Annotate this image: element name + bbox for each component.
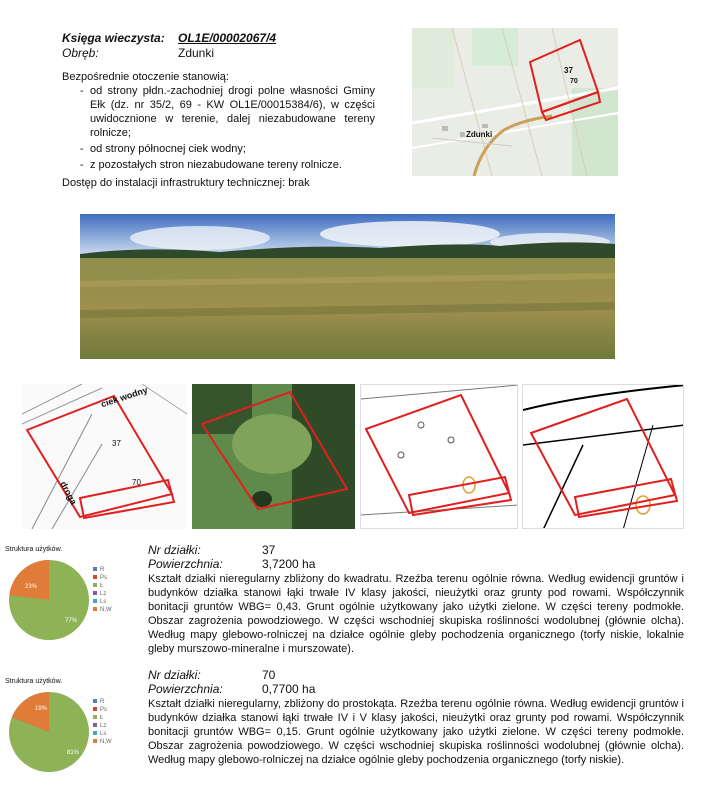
parcel-nr-label: Nr działki: [148,543,201,557]
orthophoto-map [192,384,355,529]
cadastral-map-parcel-70: 70 [132,478,141,487]
soil-map [360,384,518,529]
field-photo [80,214,615,359]
parcel-area-value: 3,7200 ha [262,557,316,571]
land-use-chart-70 [5,678,120,778]
parcel-nr-value: 37 [262,543,276,557]
legend-item: Ls [93,730,112,738]
parcel-nr-value: 70 [262,668,276,682]
legend-item: Ps [93,574,112,582]
cadastral-map-stream-label: ciek wodny [99,384,149,410]
pie-label-green: 81% [67,750,80,756]
legend-item: N,W [93,738,112,746]
soil-map-drawing [361,385,518,529]
legend-item: Ps [93,706,112,714]
surroundings-list [80,84,375,172]
soil-agri-map-drawing [523,385,684,529]
surroundings-item: - z pozostałych stron niezabudowane tereny rolnicze. [80,158,375,172]
chart-title: Struktura użytków. [5,678,63,685]
soil-agri-map [522,384,684,529]
chart-legend [93,566,112,614]
pie-label-green: 77% [65,618,78,624]
parcel-area-label: Powierzchnia: [148,557,223,571]
obreb-label: Obręb: [62,46,99,60]
obreb-value: Zdunki [178,46,215,60]
chart-legend [93,698,112,746]
field-photo-drawing [80,214,615,359]
orthophoto-map-drawing [192,384,355,529]
cadastral-map [22,384,187,529]
parcel-area-value: 0,7700 ha [262,682,316,696]
location-map-drawing [412,28,618,176]
surroundings-title: Bezpośrednie otoczenie stanowią: [62,71,229,83]
legend-item: Ł [93,582,112,590]
legend-item: Lz [93,722,112,730]
chart-title: Struktura użytków. [5,546,63,553]
legend-item: Ł [93,714,112,722]
surroundings-item: - od strony północnej ciek wodny; [80,142,375,156]
parcel-nr-label: Nr działki: [148,668,201,682]
infrastructure-text: Dostęp do instalacji infrastruktury technicznej: brak [62,177,310,189]
location-map-village: Zdunki [466,130,493,139]
location-map-parcel-70: 70 [570,78,578,85]
pie-label-orange: 23% [25,584,38,590]
legend-item: Lz [93,590,112,598]
pie-chart [7,558,91,642]
cadastral-map-parcel-37: 37 [112,439,121,448]
location-map-parcel-37: 37 [564,66,573,75]
pie-chart [7,690,91,774]
kw-label: Księga wieczysta: [62,31,165,45]
surroundings-item: - od strony płdn.-zachodniej drogi polne własności Gminy Ełk (dz. nr 35/2, 69 - KW OL1E/00015384/6), w części uwidocznione w terenie, dalej niezabudowane tereny rolnicze; [80,84,375,140]
pie-label-orange: 19% [35,706,48,712]
parcel-description: Kształt działki nieregularny zbliżony do kwadratu. Rzeźba terenu ogólnie równa. Według ewidencji gruntów i budynków działka stanowi łąki trwałe IV klasy jakości, nieużytki oraz grunty pod rowami. Współczynnik bonitacji gruntów WBG= 0,43. Grunt ogólnie użytkowany jako użytki zielone. W części tereny podmokłe. Obszar zagrożenia powodziowego. W części wschodniej skupiska roślinności wodolubnej (głównie olcha). Według mapy glebowo-rolniczej na działce ogólnie gleby pochodzenia organicznego (torfy niskie, lokalnie gleby murszowo-mineralne i murszowate). [148,573,684,655]
cadastral-map-road-label: droga [58,479,79,507]
land-use-chart-37 [5,546,120,646]
legend-item: N,W [93,606,112,614]
kw-value: OL1E/00002067/4 [178,31,277,45]
parcel-description: Kształt działki nieregularny, zbliżony do prostokąta. Rzeźba terenu ogólnie równa. Według ewidencji gruntów i budynków działka stanowi łąki trwałe IV i V klasy jakości, nieużytki oraz grunty pod rowami. Współczynnik bonitacji gruntów WBG= 0,15. Grunt ogólnie użytkowany jako użytki zielone. W części tereny podmokłe. Obszar zagrożenia powodziowego. W części wschodniej skupiska roślinności wodolubnej (głównie olcha). Według mapy glebowo-rolniczej na działce ogólnie gleby pochodzenia organicznego (torfy niskie). [148,698,684,766]
parcel-area-label: Powierzchnia: [148,682,223,696]
legend-item: R [93,698,112,706]
legend-item: R [93,566,112,574]
pie-slice-orange [9,560,49,600]
legend-item: Ls [93,598,112,606]
location-map [412,28,618,176]
